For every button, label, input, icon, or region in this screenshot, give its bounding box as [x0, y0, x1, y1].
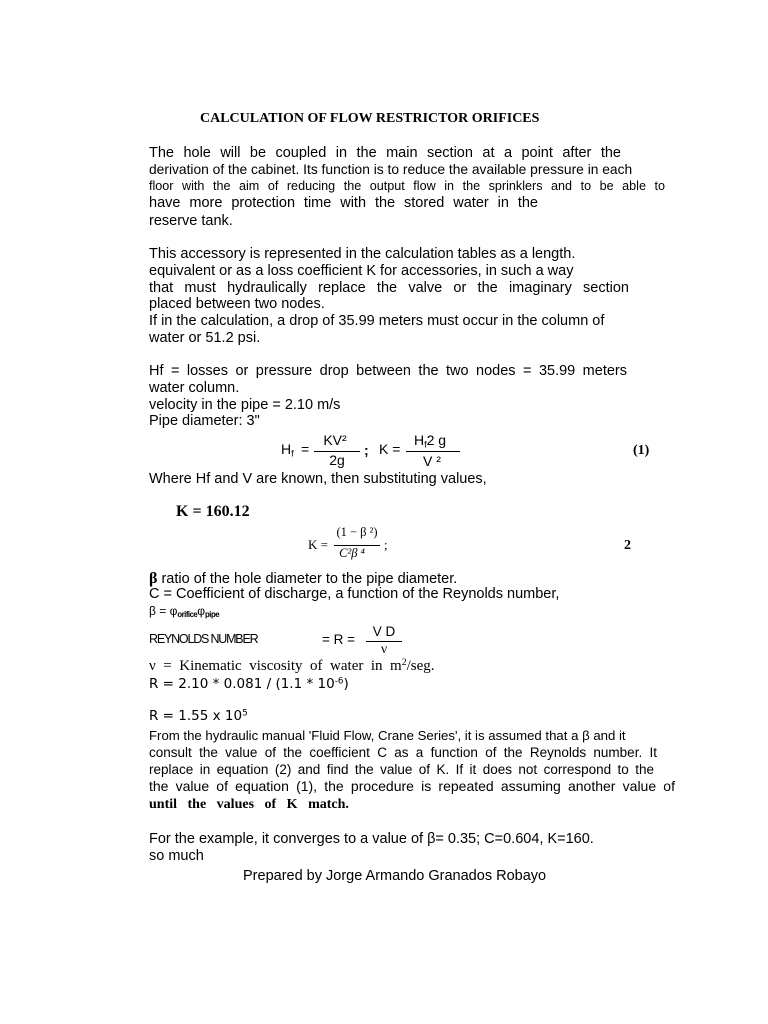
- eq2-k: K =: [308, 537, 328, 552]
- beta-symbol: β: [149, 570, 158, 587]
- c-line: C = Coefficient of discharge, a function of the Reynolds number,: [149, 586, 560, 602]
- viscosity-line: ν = Kinematic viscosity of water in $m^2$/seg.: [149, 657, 435, 674]
- eq1-number: (1): [633, 443, 650, 458]
- eq1-fraction-bar-2: [406, 451, 460, 452]
- reynolds-result: R = 1.55 x $10^5$: [149, 708, 248, 724]
- eq2-denominator: C²β ⁴: [339, 546, 365, 560]
- eq1-numerator-2: $H_f2$ g: [413, 432, 447, 450]
- text-line: replace in equation (2) and find the value of K. If it does not correspond to the: [149, 762, 654, 777]
- eq1-denominator-2: V ²: [423, 453, 441, 469]
- text-line: The hole will be coupled in the main section at a point after the: [149, 145, 621, 161]
- eq2-separator: ;: [384, 537, 388, 552]
- eq1-numerator: KV²: [323, 432, 347, 448]
- text-line: until the values of K match.: [149, 797, 349, 812]
- text-line: derivation of the cabinet. Its function is to reduce the available pressure in each: [149, 162, 633, 177]
- eq1-equals: =: [301, 441, 310, 457]
- text-line: Hf = losses or pressure drop between the two nodes = 35.99 meters: [149, 363, 627, 379]
- text-line: water or 51.2 psi.: [149, 330, 261, 346]
- document-title: CALCULATION OF FLOW RESTRICTOR ORIFICES: [200, 111, 540, 126]
- beta-definition: $\beta = \varphi_{orifice}\varphi_{pipe}$: [149, 604, 220, 619]
- reynolds-label: REYNOLDS NUMBER: [149, 632, 258, 646]
- text-line: For the example, it converges to a value of β= 0.35; C=0.604, K=160.: [149, 831, 594, 847]
- eq1-hf: $H_f$: [281, 441, 294, 459]
- text-line: velocity in the pipe = 2.10 m/s: [149, 397, 341, 413]
- beta-line: β ratio of the hole diameter to the pipe diameter.: [149, 570, 458, 587]
- reynolds-numerator: V D: [372, 624, 396, 639]
- text-line: This accessory is represented in the calculation tables as a length.: [149, 246, 576, 262]
- reynolds-calculation: $R = 2.10 * 0.081 / (1.1 * 10^{-6})$: [149, 676, 349, 692]
- text-line: the value of equation (1), the procedure is repeated assuming another value of: [149, 778, 675, 794]
- reynolds-denominator: ν: [380, 641, 388, 656]
- eq2-numerator: (1 − β ²): [336, 525, 378, 539]
- eq1-separator: ;: [364, 442, 369, 458]
- text-line: If in the calculation, a drop of 35.99 meters must occur in the column of: [149, 313, 605, 329]
- text-line: that must hydraulically replace the valve or the imaginary section: [149, 280, 629, 296]
- eq1-denominator: 2g: [329, 452, 345, 468]
- text-line: consult the value of the coefficient C as a function of the Reynolds number. It: [149, 745, 657, 760]
- text-line: have more protection time with the stored water in the: [149, 195, 538, 211]
- text-line: reserve tank.: [149, 213, 233, 229]
- text-line: Pipe diameter: 3": [149, 413, 260, 429]
- text-line: so much: [149, 848, 204, 864]
- text-line: placed between two nodes.: [149, 296, 325, 312]
- text-line: water column.: [149, 380, 240, 396]
- text-line: From the hydraulic manual 'Fluid Flow, Crane Series', it is assumed that a β and it: [149, 728, 626, 743]
- where-line: Where Hf and V are known, then substituting values,: [149, 471, 487, 487]
- text-line: floor with the aim of reducing the output flow in the sprinklers and to be able to: [149, 179, 665, 193]
- text-line: equivalent or as a loss coefficient K for accessories, in such a way: [149, 263, 574, 279]
- eq1-k: K =: [379, 441, 401, 457]
- reynolds-equals: = R =: [322, 632, 356, 647]
- k-result: K = 160.12: [176, 503, 250, 520]
- footer-credit: Prepared by Jorge Armando Granados Robayo: [243, 868, 547, 884]
- eq2-number: 2: [624, 538, 631, 553]
